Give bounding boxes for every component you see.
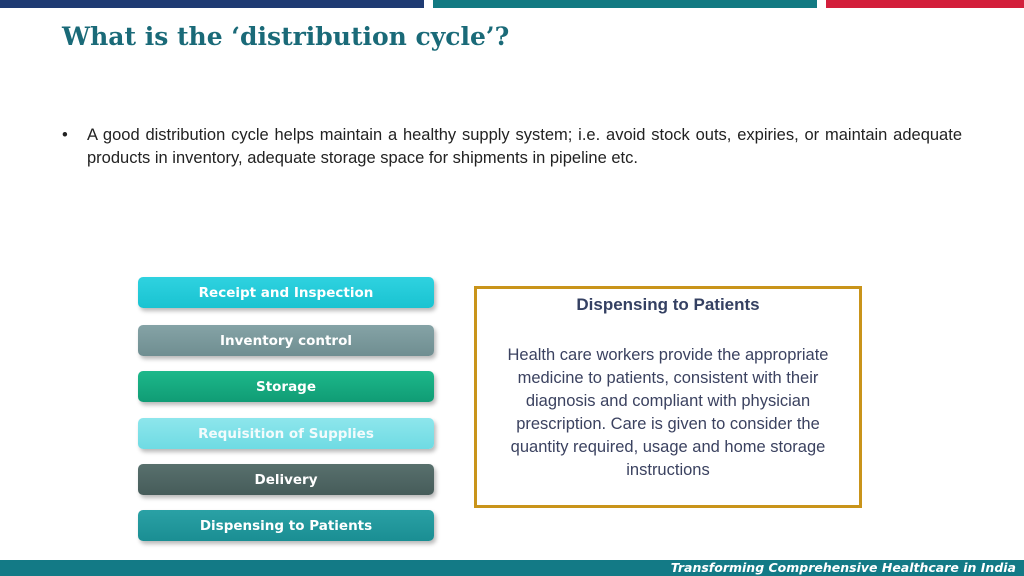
step-requisition-supplies[interactable]: Requisition of Supplies bbox=[138, 418, 434, 449]
info-box-heading: Dispensing to Patients bbox=[576, 295, 760, 314]
footer-bar bbox=[0, 560, 1024, 576]
bullet-point bbox=[62, 124, 962, 170]
step-delivery[interactable]: Delivery bbox=[138, 464, 434, 495]
bullet-text: A good distribution cycle helps maintain a healthy supply system; i.e. avoid stock outs, expiries, or maintain adequate products in inventory, adequate storage space for shipments in pipeline etc. bbox=[87, 126, 962, 167]
step-storage[interactable]: Storage bbox=[138, 371, 434, 402]
bullet-symbol: • bbox=[62, 126, 68, 144]
footer-tagline: Transforming Comprehensive Healthcare in India bbox=[670, 560, 1016, 575]
top-accent-bar-navy bbox=[0, 0, 424, 8]
top-accent-bar-teal bbox=[433, 0, 817, 8]
step-dispensing-patients[interactable]: Dispensing to Patients bbox=[138, 510, 434, 541]
info-box-body: Health care workers provide the appropriate medicine to patients, consistent with their diagnosis and compliant with physician prescription. Care is given to consider the quantity required, usage and home storage instructions bbox=[507, 346, 829, 479]
step-receipt-inspection[interactable]: Receipt and Inspection bbox=[138, 277, 434, 308]
step-inventory-control[interactable]: Inventory control bbox=[138, 325, 434, 356]
info-box bbox=[474, 286, 862, 508]
top-accent-bar-red bbox=[826, 0, 1024, 8]
slide-title: What is the ‘distribution cycle’? bbox=[62, 22, 510, 51]
